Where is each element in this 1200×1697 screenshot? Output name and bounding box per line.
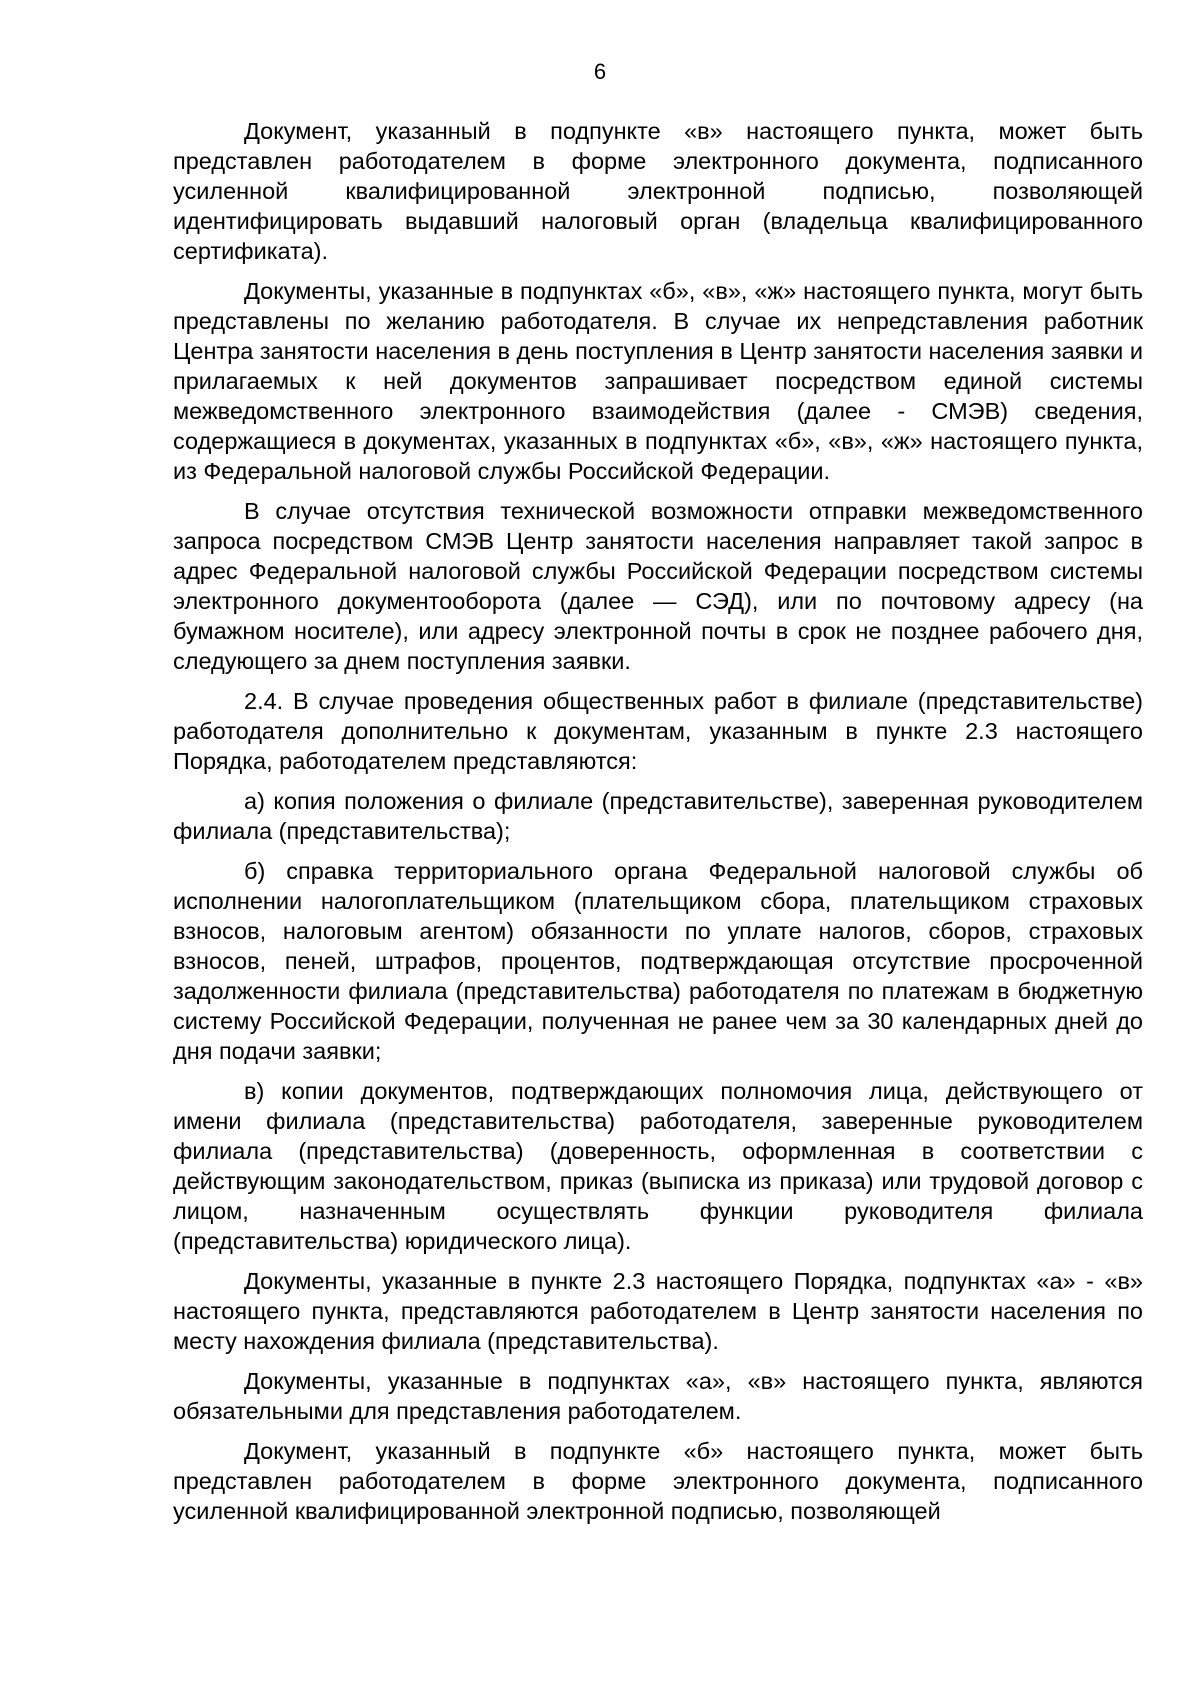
paragraph-4: 2.4. В случае проведения общественных работ в филиале (представительстве) работодателя дополнительно к документам, указанным в пункте 2.3 настоящего Порядка, работодателем представляются: [173,688,1143,774]
paragraph-5: а) копия положения о филиале (представительстве), заверенная руководителем филиала (представительства); [173,788,1143,844]
paragraph-10: Документ, указанный в подпункте «б» настоящего пункта, может быть представлен работодателем в форме электронного документа, подписанного усиленной квалифицированной электронной подписью, позволяющей [173,1438,1143,1524]
paragraph-6: б) справка территориального органа Федеральной налоговой службы об исполнении налогоплательщиком (плательщиком сбора, плательщиком страховых взносов, налоговым агентом) обязанности по уплате налогов, сборов, страховых взносов, пеней, штрафов, процентов, подтверждающая отсутствие просроченной задолженности филиала (представительства) работодателя по платежам в бюджетную систему Российской Федерации, полученная не ранее чем за 30 календарных дней до дня подачи заявки; [173,858,1143,1064]
paragraph-3: В случае отсутствия технической возможности отправки межведомственного запроса посредством СМЭВ Центр занятости населения направляет такой запрос в адрес Федеральной налоговой службы Российской Федерации посредством системы электронного документооборота (далее — СЭД), или по почтовому адресу (на бумажном носителе), или адресу электронной почты в срок не позднее рабочего дня, следующего за днем поступления заявки. [173,498,1143,674]
paragraph-9: Документы, указанные в подпунктах «а», «в» настоящего пункта, являются обязательными для представления работодателем. [173,1368,1143,1424]
document-body [173,116,1143,1536]
paragraph-2: Документы, указанные в подпунктах «б», «в», «ж» настоящего пункта, могут быть представлены по желанию работодателя. В случае их непредставления работник Центра занятости населения в день поступления в Центр занятости населения заявки и прилагаемых к ней документов запрашивает посредством единой системы межведомственного электронного взаимодействия (далее - СМЭВ) сведения, содержащиеся в документах, указанных в подпунктах «б», «в», «ж» настоящего пункта, из Федеральной налоговой службы Российской Федерации. [173,278,1143,484]
paragraph-7: в) копии документов, подтверждающих полномочия лица, действующего от имени филиала (представительства) работодателя, заверенные руководителем филиала (представительства) (доверенность, оформленная в соответствии с действующим законодательством, приказ (выписка из приказа) или трудовой договор с лицом, назначенным осуществлять функции руководителя филиала (представительства) юридического лица). [173,1078,1143,1254]
paragraph-8: Документы, указанные в пункте 2.3 настоящего Порядка, подпунктах «а» - «в» настоящего пункта, представляются работодателем в Центр занятости населения по месту нахождения филиала (представительства). [173,1268,1143,1354]
page-number: 6 [593,59,607,84]
paragraph-1: Документ, указанный в подпункте «в» настоящего пункта, может быть представлен работодателем в форме электронного документа, подписанного усиленной квалифицированной электронной подписью, позволяющей идентифицировать выдавший налоговый орган (владельца квалифицированного сертификата). [173,118,1143,264]
